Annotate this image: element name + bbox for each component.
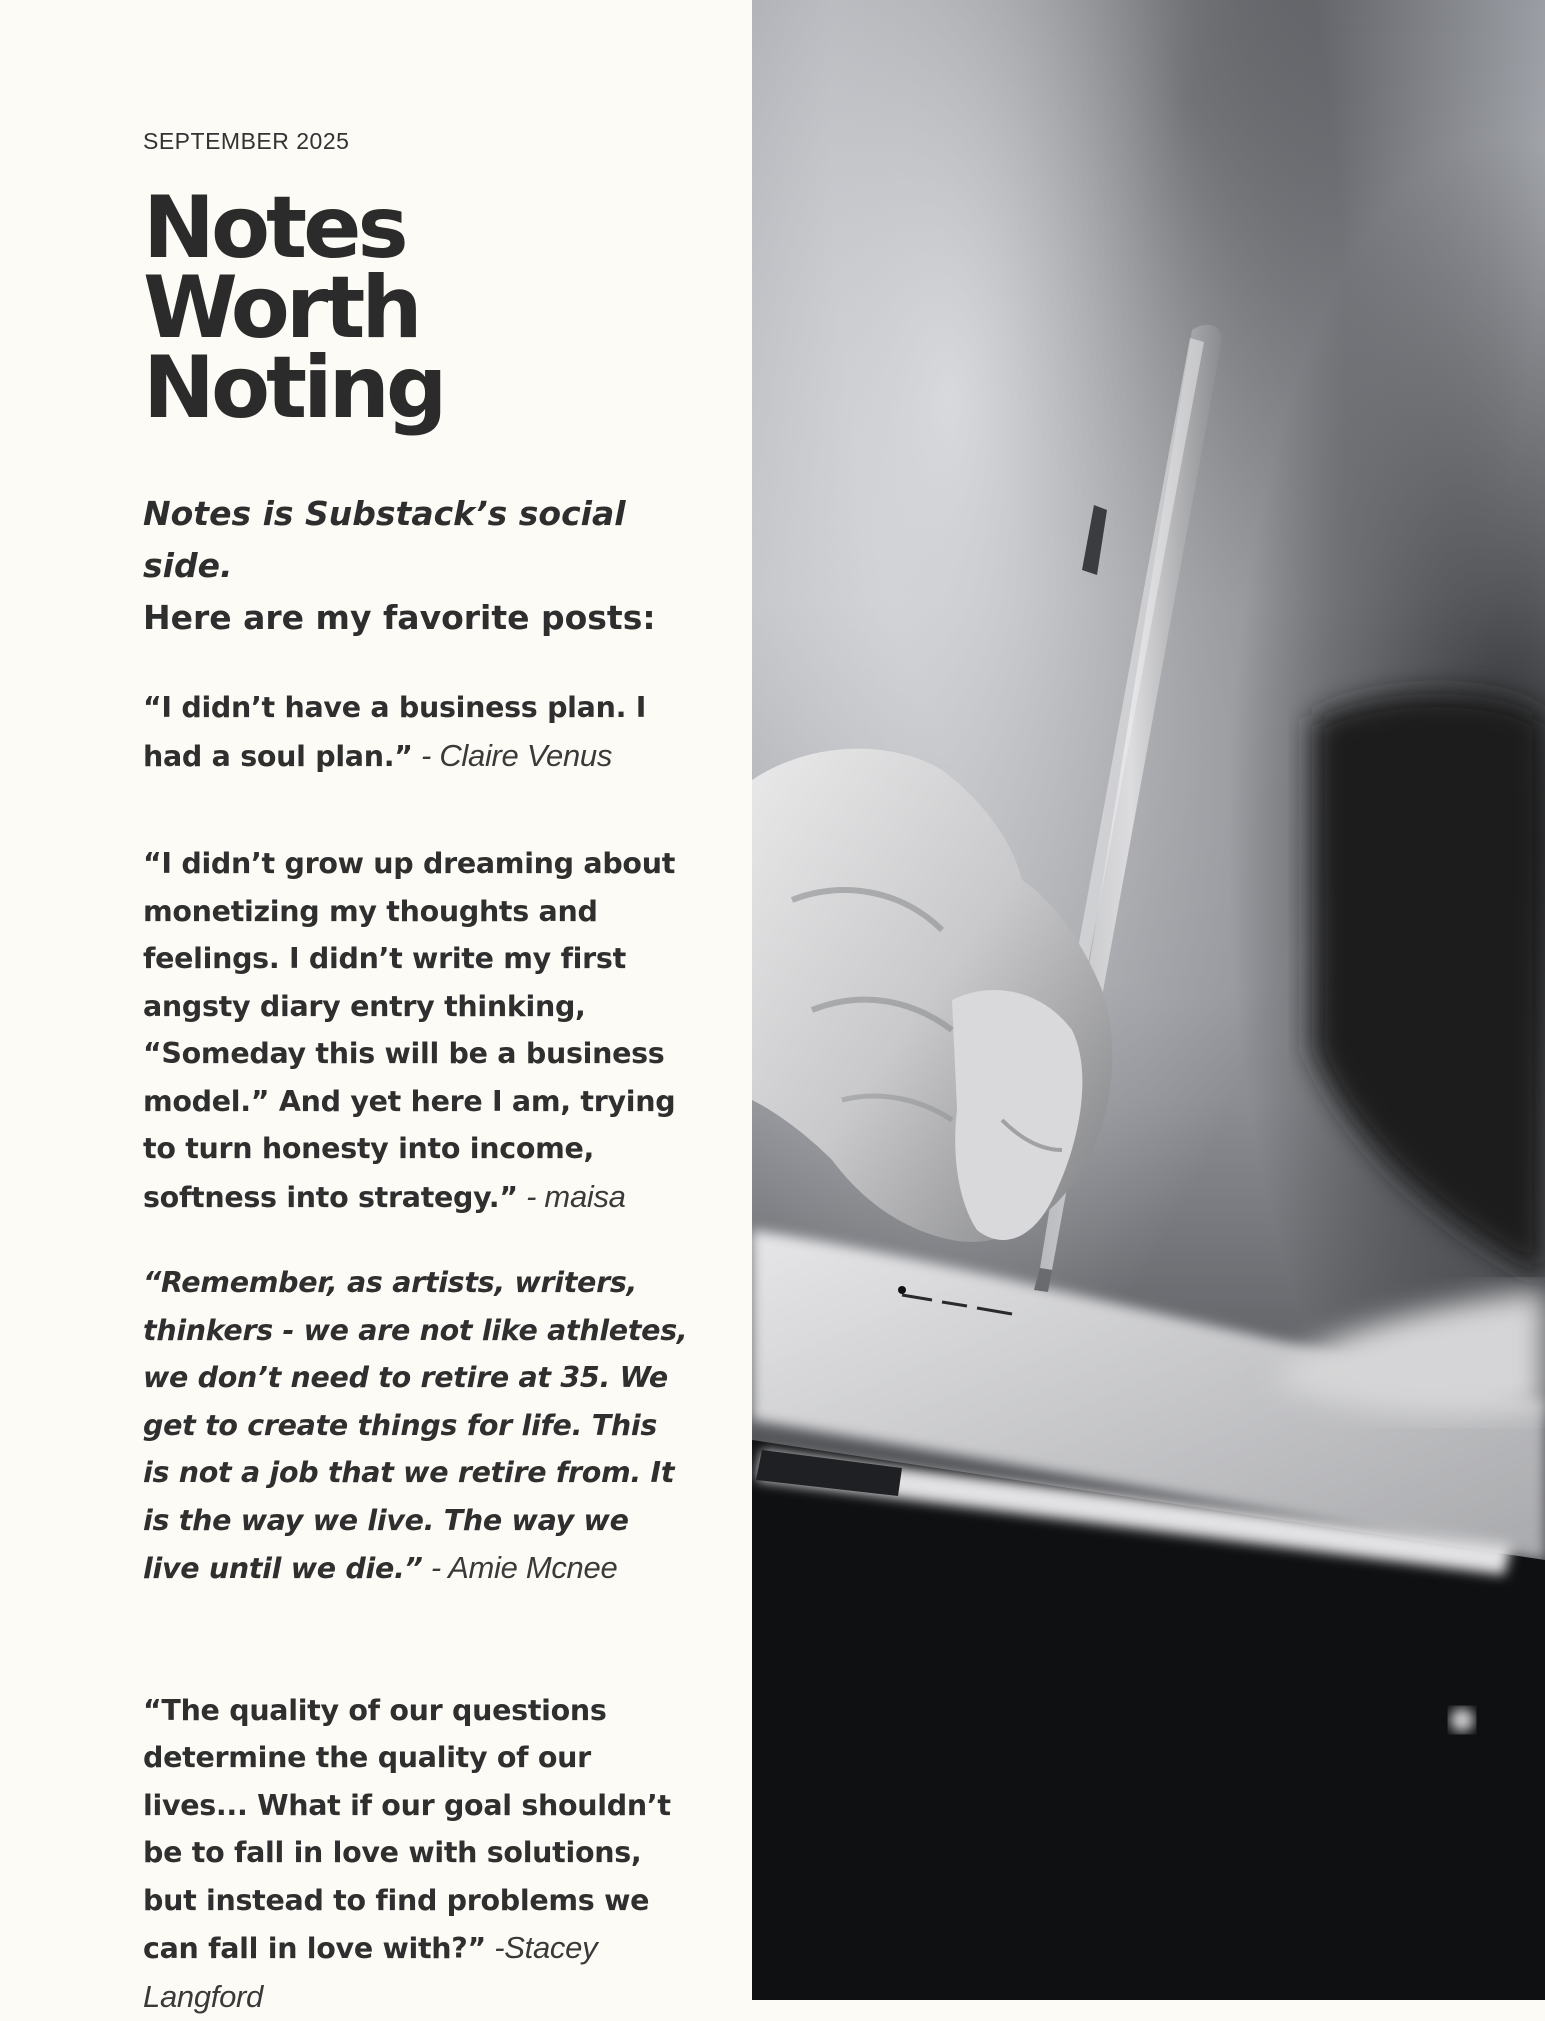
title-line-2: Noting bbox=[143, 338, 443, 438]
quote-maisa bbox=[143, 840, 692, 1221]
page-title bbox=[143, 188, 692, 428]
quote-stacey-langford bbox=[143, 1687, 692, 2021]
quote-author: -Stacey Langford bbox=[143, 1930, 597, 2014]
hand-writing-photo bbox=[752, 0, 1545, 2000]
quote-author: - Amie Mcnee bbox=[423, 1550, 618, 1585]
intro-text bbox=[143, 488, 692, 644]
text-column bbox=[0, 0, 752, 2000]
quote-text: “I didn’t grow up dreaming about monetizing my thoughts and feelings. I didn’t write my first angsty diary entry thinking, “Someday this will be a business model.” And yet here I am, trying to turn honesty into income, softness into strategy.” bbox=[143, 847, 675, 1214]
quote-text: “The quality of our questions determine the quality of our lives... What if our goal shouldn’t be to fall in love with solutions, but instead to find problems we can fall in love with?” bbox=[143, 1694, 671, 1966]
quote-author: - maisa bbox=[518, 1179, 626, 1214]
quote-claire-venus bbox=[143, 684, 692, 780]
issue-date: SEPTEMBER 2025 bbox=[143, 126, 692, 156]
quote-author: - Claire Venus bbox=[413, 738, 612, 773]
quote-text: “Remember, as artists, writers, thinkers - we are not like athletes, we don’t need to retire at 35. We get to create things for life. This is not a job that we retire from. It is the way we live. The way we live until we die.” bbox=[143, 1266, 687, 1585]
quote-text: “I didn’t have a business plan. I had a soul plan.” bbox=[143, 691, 646, 773]
intro-line-2: Here are my favorite posts: bbox=[143, 592, 692, 644]
hand-writing-with-pen-photo-icon bbox=[752, 0, 1545, 2000]
title-line-1: Notes Worth bbox=[143, 178, 419, 358]
intro-line-1: Notes is Substack’s social side. bbox=[143, 488, 692, 592]
quote-amie-mcnee bbox=[143, 1259, 692, 1593]
